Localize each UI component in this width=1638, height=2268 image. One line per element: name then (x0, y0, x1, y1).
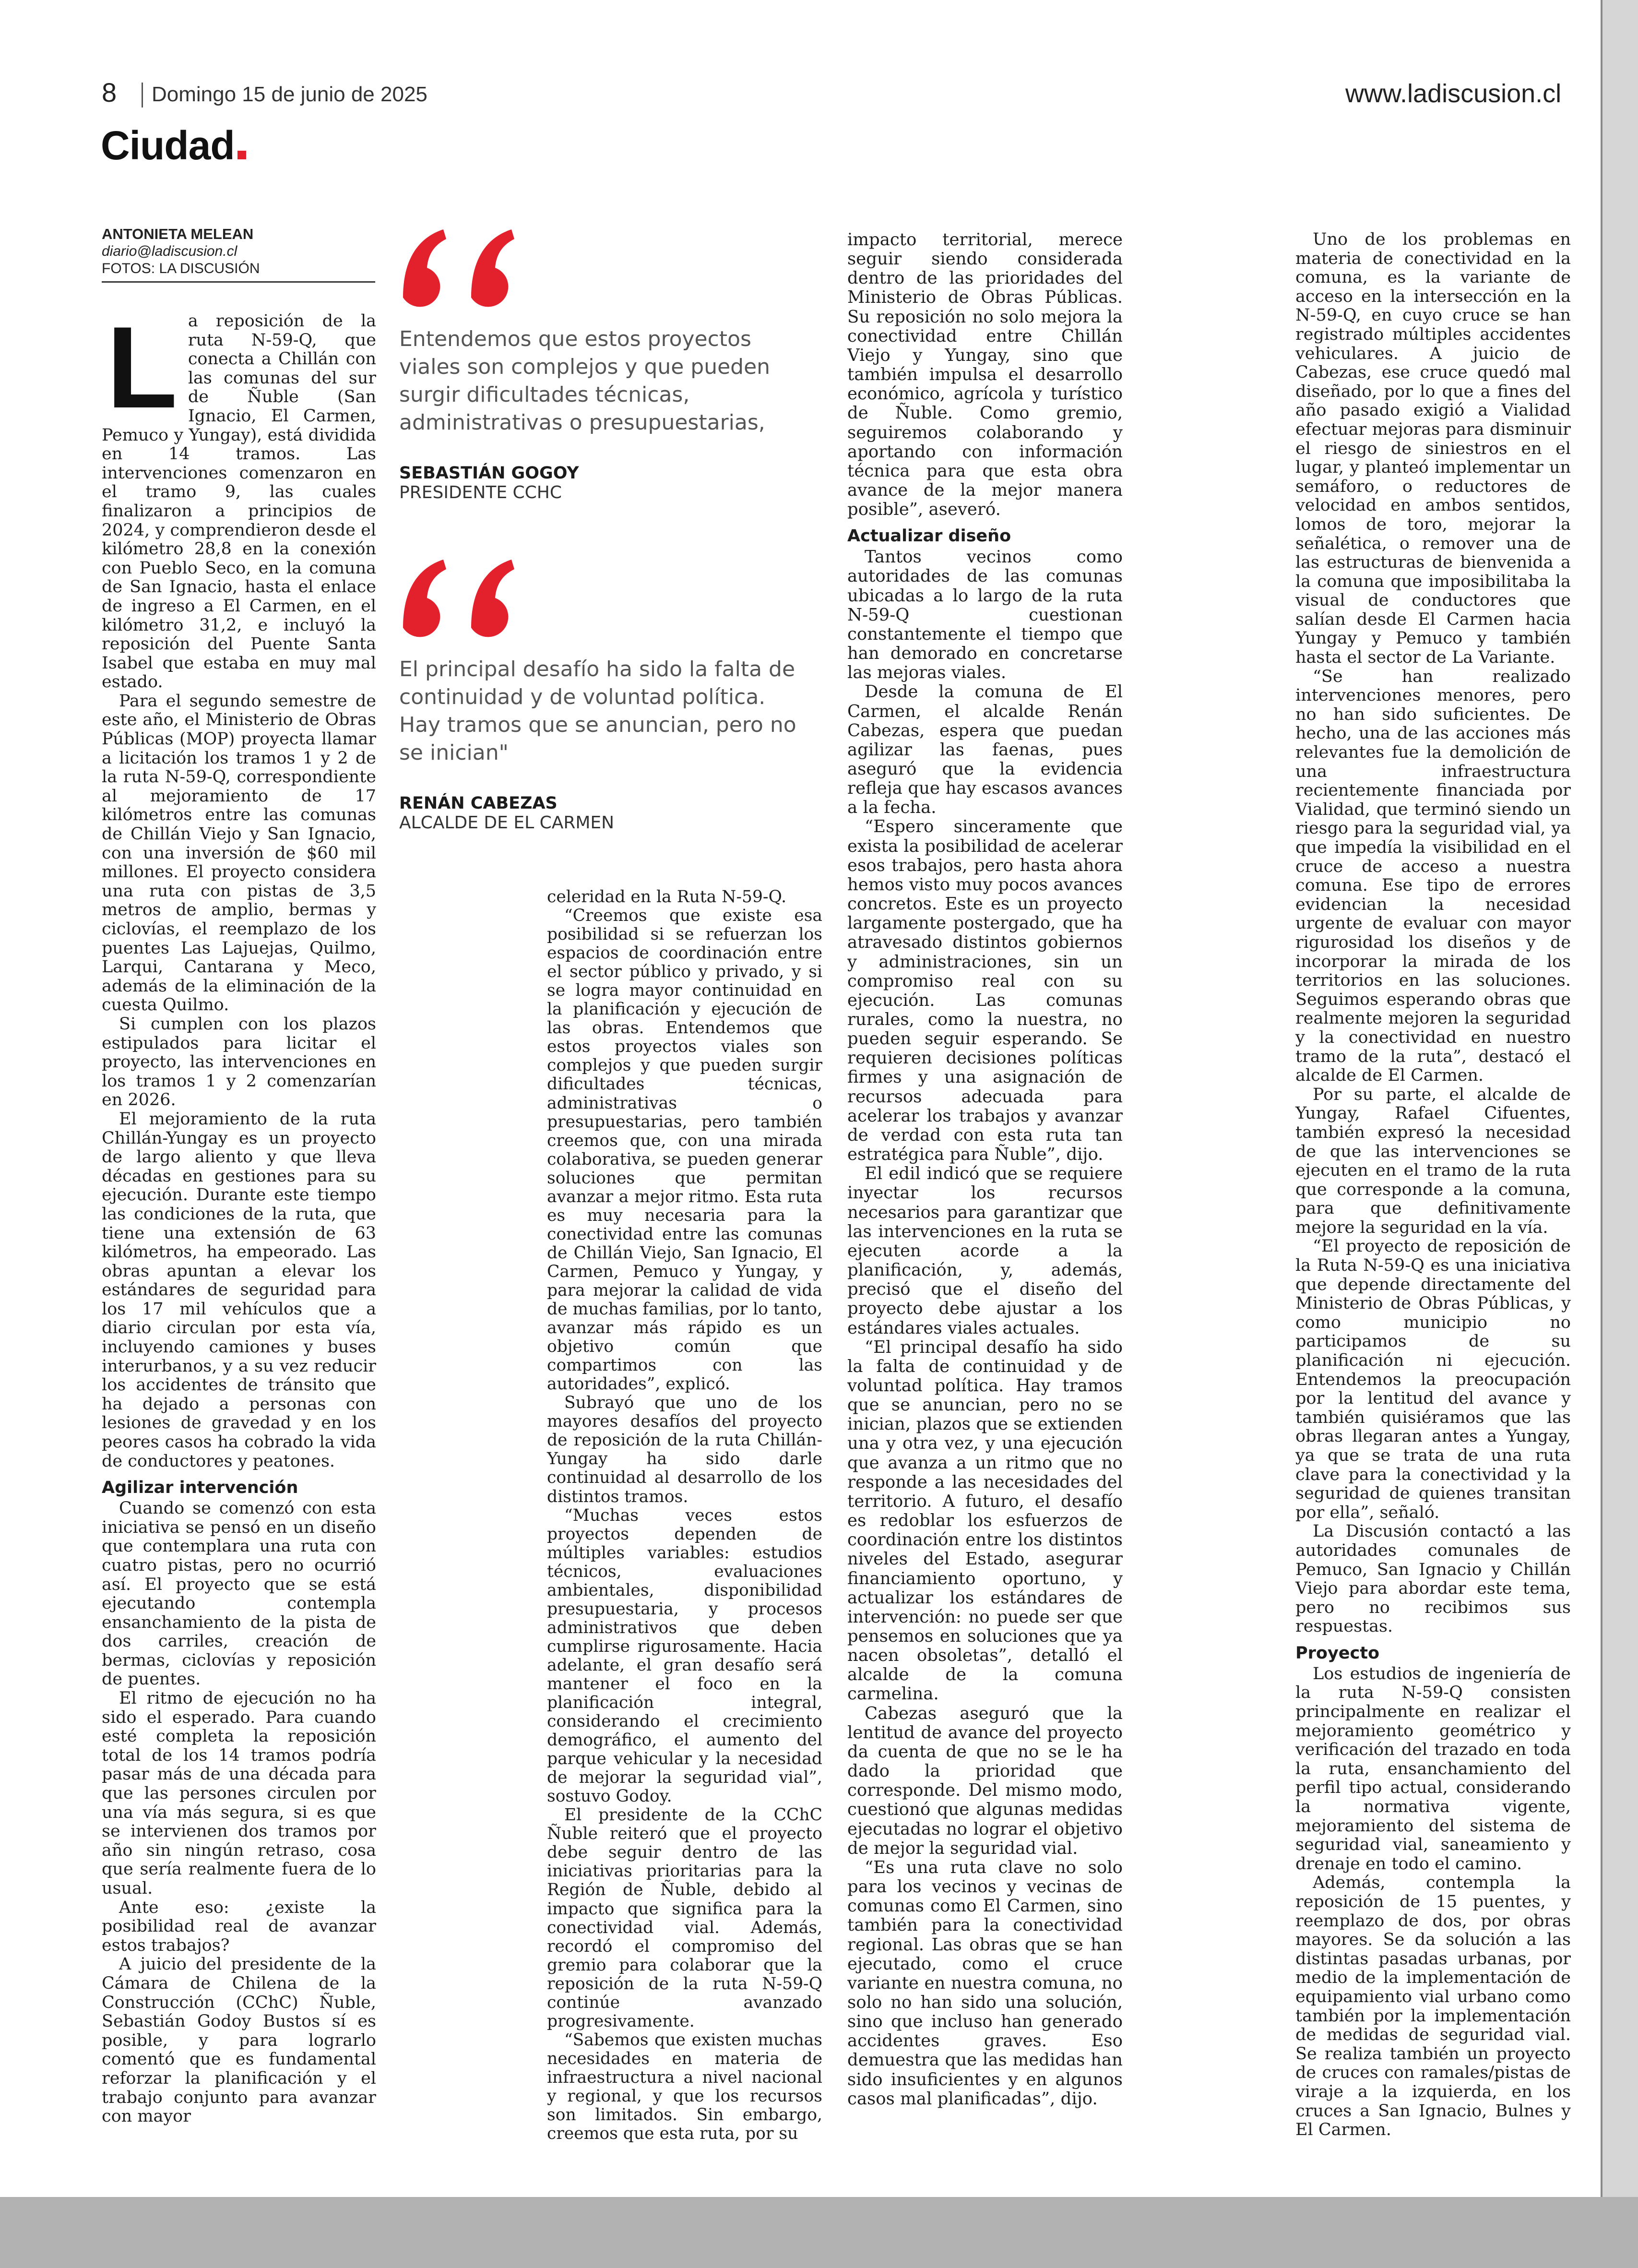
paragraph: Cuando se comenzó con esta iniciativa se pensó en un diseño que contemplara una ruta con cuatro pistas, pero no ocurrió así. El proyecto que se está ejecutando contempla ensanchamiento de la pista de dos carriles, creación de bermas, ciclovías y reposición de puentes. (102, 1499, 376, 1689)
pull-quote (399, 226, 812, 502)
paragraph: La Discusión contactó a las autoridades comunales de Pemuco, San Ignacio y Chillán Viejo para abordar este tema, pero no recibimos sus respuestas. (1295, 1522, 1571, 1636)
article-column-2 (547, 888, 822, 2143)
quote-role: ALCALDE DE EL CARMEN (399, 813, 615, 833)
paragraph: Subrayó que uno de los mayores desafíos del proyecto de reposición de la ruta Chillán-Yungay ha sido darle continuidad al desarrollo de los distintos tramos. (547, 1393, 822, 1506)
paragraph: “Espero sinceramente que exista la posibilidad de acelerar esos trabajos, pero hasta ahora hemos visto muy pocos avances concretos. Este es un proyecto largamente postergado, que ha atravesado distintos gobiernos y administraciones, sin un compromiso real con su ejecución. Las comunas rurales, como la nuestra, no pueden seguir esperando. Se requieren decisiones políticas firmes y una asignación de recursos adecuada para acelerar los trabajos y avanzar de verdad con esta ruta tan estratégica para Ñuble”, dijo. (847, 817, 1123, 1165)
quote-marks-icon (399, 556, 534, 637)
paragraph: Desde la comuna de El Carmen, el alcalde Renán Cabezas, espera que puedan agilizar las faenas, pues aseguró que la evidencia refleja que hay escasos avances a la fecha. (847, 682, 1123, 818)
paragraph: “El proyecto de reposición de la Ruta N-59-Q es una iniciativa que depende directamente del Ministerio de Obras Públicas, y como municipio no participamos de su planificación ni ejecución. Entendemos la preocupación por la lentitud del avance y también quisiéramos que las obras llegaran antes a Yungay, ya que se trata de una ruta clave para la conectividad y la seguridad de quienes transitan por ella”, señaló. (1295, 1237, 1571, 1522)
paragraph: El edil indicó que se requiere inyectar los recursos necesarios para garantizar que las intervenciones en la ruta se ejecuten acorde a la planificación, y, además, precisó que el diseño del proyecto debe ajustar a los estándares viales actuales. (847, 1164, 1123, 1338)
paragraph: “Sabemos que existen muchas necesidades en materia de infraestructura a nivel nacional y regional, y que los recursos son limitados. Sin embargo, creemos que esta ruta, por su (547, 2030, 822, 2144)
paragraph: El ritmo de ejecución no ha sido el esperado. Para cuando esté completa la reposición total de los 14 tramos podría pasar más de una década para que las persones circulen por una vía más segura, si es que se intervienen dos tramos por año sin ningún retraso, cosa que sería realmente fuera de lo usual. (102, 1689, 376, 1898)
quote-text: El principal desafío ha sido la falta de continuidad y de voluntad política. Hay tramos que se anuncian, pero no se inician" (399, 657, 796, 765)
quote-text: Entendemos que estos proyectos viales son complejos y que pueden surgir dificultades técnicas, administrativas o presupuestarias, (399, 327, 771, 435)
issue-date: Domingo 15 de junio de 2025 (152, 83, 427, 106)
paragraph: “Creemos que existe esa posibilidad si se refuerzan los espacios de coordinación entre el sector público y privado, y si se logra mayor continuidad en la planificación y ejecución de las obras. Entendemos que estos proyectos viales son complejos y que pueden surgir dificultades técnicas, administrativas o presupuestarias, pero también creemos que, con una mirada colaborativa, se pueden generar soluciones que permitan avanzar a mejor ritmo. Esta ruta es muy necesaria para la conectividad entre las comunas de Chillán Viejo, San Ignacio, El Carmen, Pemuco y Yungay, y para mejorar la calidad de vida de muchas familias, por lo tanto, avanzar más rápido es un objetivo común que compartimos con las autoridades”, explicó. (547, 906, 822, 1394)
page-number: 8 (102, 77, 117, 107)
photo-credit: FOTOS: LA DISCUSIÓN (102, 261, 260, 276)
paragraph: Cabezas aseguró que la lentitud de avance del proyecto da cuenta de que no se le ha dado la prioridad que corresponde. Del mismo modo, cuestionó que algunas medidas ejecutadas no lograr el objetivo de mejor la seguridad vial. (847, 1703, 1123, 1858)
paragraph: Ante eso: ¿existe la posibilidad real de avanzar estos trabajos? (102, 1898, 376, 1955)
paragraph: Uno de los problemas en materia de conectividad en la comuna, es la variante de acceso en la intersección en la N-59-Q, en cuyo cruce se han registrado múltiples accidentes vehiculares. A juicio de Cabezas, ese cruce quedó mal diseñado, por lo que a fines del año pasado exigió a Vialidad efectuar mejoras para disminuir el riesgo de siniestros en el lugar, y planteó implementar un semáforo, o reductores de velocidad en ambos sentidos, lomos de toro, mejorar la señalética, o remover una de las estructuras de bienvenida a la comuna que imposibilitaba la visual de conductores que salían desde El Carmen hacia Yungay y Pemuco y también hasta el sector de La Variante. (1295, 230, 1571, 668)
paragraph: El presidente de la CChC Ñuble reiteró que el proyecto debe seguir dentro de las iniciativas prioritarias para la Región de Ñuble, debido al impacto que significa para la conectividad vial. Además, recordó el compromiso del gremio para colaborar que la reposición de la ruta N-59-Q continúe avanzado progresivamente. (547, 1805, 822, 2031)
quote-marks-icon (399, 226, 534, 307)
section-dot-icon (237, 151, 246, 159)
header-divider (142, 83, 143, 107)
subheading: Actualizar diseño (847, 526, 1011, 546)
section-label: Ciudad (101, 123, 235, 168)
quote-role: PRESIDENTE CCHC (399, 483, 562, 502)
scan-background (0, 2197, 1638, 2268)
byline (102, 226, 260, 277)
page-edge-shadow (1602, 0, 1638, 2197)
article-column-1 (102, 303, 376, 2126)
paragraph: “Muchas veces estos proyectos dependen de múltiples variables: estudios técnicos, evaluaciones ambientales, disponibilidad presupuestaria, y procesos administrativos que deben cumplirse rigurosamente. Hacia adelante, el gran desafío será mantener el foco en la planificación integral, considerando el crecimiento demográfico, el aumento del parque vehicular y la necesidad de mejorar la seguridad vial”, sostuvo Godoy. (547, 1505, 822, 1806)
drop-cap: L (107, 303, 178, 432)
paragraph: Además, contempla la reposición de 15 puentes, y reemplazo de dos, por obras mayores. Se da solución a las distintas pasadas urbanas, por medio de la implementación de equipamiento vial urbano como también por la implementación de medidas de seguridad vial. Se realiza también un proyecto de cruces con ramales/pistas de viraje a la izquierda, en los cruces a San Ignacio, Bulnes y El Carmen. (1295, 1873, 1571, 2140)
paragraph: Si cumplen con los plazos estipulados para licitar el proyecto, las intervenciones en los tramos 1 y 2 comenzarían en 2026. (102, 1014, 376, 1110)
paragraph: a reposición de la ruta N-59-Q, que conecta a Chillán con las comunas del sur de Ñuble (San Ignacio, El Carmen, Pemuco y Yungay), está dividida en 14 tramos. Las intervenciones comenzaron en el tramo 9, las cuales finalizaron a principios de 2024, y comprendieron desde el kilómetro 28,8 en la conexión con Pueblo Seco, en la comuna de San Ignacio, hasta el enlace de ingreso a El Carmen, en el kilómetro 31,2, e incluyó la reposición del Puente Santa Isabel que estaba en muy mal estado. (102, 311, 376, 692)
website-url: www.ladiscusion.cl (1345, 79, 1562, 108)
paragraph: impacto territorial, merece seguir siendo considerada dentro de las prioridades del Ministerio de Obras Públicas. Su reposición no solo mejora la conectividad entre Chillán Viejo y Yungay, sino que también impulsa el desarrollo económico, agrícola y turístico de Ñuble. Como gremio, seguiremos colaborando y aportando con información técnica para que esta obra avance de la mejor manera posible”, aseveró. (847, 230, 1123, 520)
article-column-3 (847, 230, 1123, 2109)
section-title (101, 122, 246, 169)
page-edge-line (1601, 0, 1602, 2197)
paragraph: Los estudios de ingeniería de la ruta N-59-Q consisten principalmente en realizar el mejoramiento geométrico y verificación del trazado en toda la ruta, ensanchamiento del perfil tipo actual, considerando la normativa vigente, mejoramiento del sistema de seguridad vial, saneamiento y drenaje en todo el camino. (1295, 1664, 1571, 1874)
paragraph: Tantos vecinos como autoridades de las comunas ubicadas a lo largo de la ruta N-59-Q cuestionan constantemente el tiempo que han demorado en concretarse las mejoras viales. (847, 547, 1123, 683)
paragraph: Para el segundo semestre de este año, el Ministerio de Obras Públicas (MOP) proyecta llamar a licitación los tramos 1 y 2 de la ruta N-59-Q, correspondiente al mejoramiento de 17 kilómetros entre las comunas de Chillán Viejo y San Ignacio, con una inversión de $60 mil millones. El proyecto considera una ruta con pistas de 3,5 metros de amplio, bermas y ciclovías, el reemplazo de los puentes Las Lajuejas, Quilmo, Larqui, Cantarana y Meco, además de la eliminación de la cuesta Quilmo. (102, 691, 376, 1015)
subheading: Agilizar intervención (102, 1478, 298, 1498)
subheading: Proyecto (1295, 1643, 1380, 1663)
paragraph: “Es una ruta clave no solo para los vecinos y vecinas de comunas como El Carmen, sino también para la conectividad regional. Las obras que se han ejecutado, como el cruce variante en nuestra comuna, no solo no han sido una solución, sino que incluso han generado accidentes graves. Eso demuestra que las medidas han sido insuficientes y en algunos casos mal planificadas”, dijo. (847, 1857, 1123, 2109)
author-name: ANTONIETA MELEAN (102, 226, 254, 242)
pull-quote (399, 556, 812, 833)
article-column-4 (1295, 230, 1571, 2140)
paragraph: El mejoramiento de la ruta Chillán-Yungay es un proyecto de largo aliento y que lleva décadas en gestiones para su ejecución. Durante este tiempo las condiciones de la ruta, que tiene una extensión de 63 kilómetros, ha empeorado. Las obras apuntan a elevar los estándares de seguridad para los 17 mil vehículos que a diario circulan por esta vía, incluyendo camiones y buses interurbanos, y a su vez reducir los accidentes de tránsito que ha dejado a personas con lesiones de gravedad y en los peores casos ha cobrado la vida de conductores y peatones. (102, 1109, 376, 1471)
paragraph: “El principal desafío ha sido la falta de continuidad y de voluntad política. Hay tramos que se anuncian, pero no se inician, plazos que se extienden una y otra vez, y una ejecución que avanza a un ritmo que no responde a las necesidades del territorio. A futuro, el desafío es redoblar los esfuerzos de coordinación entre los distintos niveles del Estado, asegurar financiamiento oportuno, y actualizar los estándares de intervención: no puede ser que pensemos en soluciones que ya nacen obsoletas”, detalló el alcalde de la comuna carmelina. (847, 1337, 1123, 1704)
quote-author: SEBASTIÁN GOGOY (399, 464, 579, 483)
paragraph: celeridad en la Ruta N-59-Q. (547, 887, 787, 907)
byline-rule (102, 281, 375, 283)
paragraph: Por su parte, el alcalde de Yungay, Rafael Cifuentes, también expresó la necesidad de que las intervenciones se ejecuten en el tramo de la ruta que corresponde a la comuna, para que definitivamente mejore la seguridad en la vía. (1295, 1085, 1571, 1237)
paragraph: A juicio del presidente de la Cámara de Chilena de la Construcción (CChC) Ñuble, Sebastián Godoy Bustos sí es posible, y para lograrlo comentó que es fundamental reforzar la planificación y el trabajo conjunto para avanzar con mayor (102, 1955, 376, 2126)
quote-author: RENÁN CABEZAS (399, 794, 558, 813)
author-email: diario@ladiscusion.cl (102, 243, 237, 259)
paragraph: “Se han realizado intervenciones menores, pero no han sido suficientes. De hecho, una de las acciones más relevantes fue la demolición de una infraestructura recientemente financiada por Vialidad, que terminó siendo un riesgo para la seguridad vial, ya que impedía la visibilidad en el cruce de acceso a nuestra comuna. Ese tipo de errores evidencian la necesidad urgente de evaluar con mayor rigurosidad los diseños y de incorporar la mirada de los territorios en las soluciones. Seguimos esperando obras que realmente mejoren la seguridad y la conectividad en nuestro tramo de la ruta”, destacó el alcalde de El Carmen. (1295, 667, 1571, 1086)
